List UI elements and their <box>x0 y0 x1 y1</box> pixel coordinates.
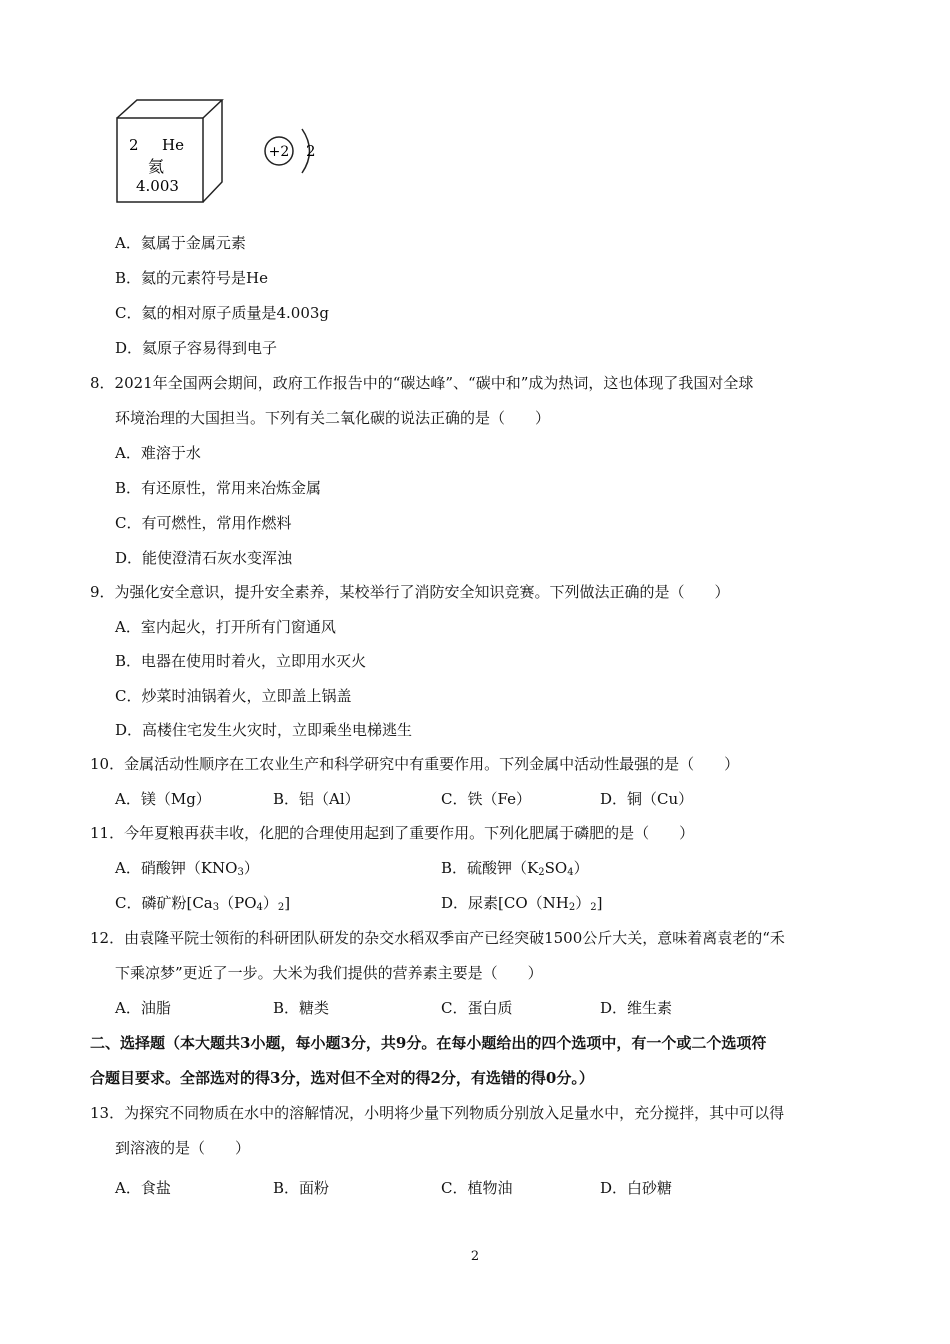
q12-option-b: B．糖类 <box>273 999 330 1017</box>
q13-option-d: D．白砂糖 <box>600 1179 673 1197</box>
q9-option-c: C．炒菜时油锅着火，立即盖上锅盖 <box>115 687 352 705</box>
q12-option-d: D．维生素 <box>600 999 673 1017</box>
q12-option-a: A．油脂 <box>115 999 171 1017</box>
element-symbol: He <box>162 136 184 154</box>
q11-option-c: C．磷矿粉$[Ca_3(PO_4)_2]$ <box>115 894 291 913</box>
q12-stem-line1: 12．由袁隆平院士领衔的科研团队研发的杂交水稻双季亩产已经突破1500公斤大关，意味着离袁老的“禾 <box>90 929 785 947</box>
helium-diagram <box>112 96 342 211</box>
helium-figure <box>112 96 342 211</box>
q13-stem-line1: 13．为探究不同物质在水中的溶解情况，小明将少量下列物质分别放入足量水中，充分搅拌，其中可以得 <box>90 1104 785 1122</box>
q10-option-b: B．铝（Al） <box>273 790 360 808</box>
q9-stem: 9．为强化安全意识，提升安全素养，某校举行了消防安全知识竞赛。下列做法正确的是（ ） <box>90 583 730 601</box>
section-heading-line2: 合题目要求。全部选对的得3分，选对但不全对的得2分，有选错的得0分。） <box>90 1069 594 1087</box>
q10-stem: 10．金属活动性顺序在工农业生产和科学研究中有重要作用。下列金属中活动性最强的是（ ） <box>90 755 740 773</box>
q8-option-c: C．有可燃性，常用作燃料 <box>115 514 292 532</box>
q12-stem-line2: 下乘凉梦”更近了一步。大米为我们提供的营养素主要是（ ） <box>115 964 543 982</box>
q13-option-a: A．食盐 <box>115 1179 171 1197</box>
section-heading-line1: 二、选择题（本大题共3小题，每小题3分，共9分。在每小题给出的四个选项中，有一个或二个选项符 <box>90 1034 767 1052</box>
q7-option-b: B．氦的元素符号是He <box>115 269 268 287</box>
q8-option-d: D．能使澄清石灰水变浑浊 <box>115 549 293 567</box>
q11-option-d: D．尿素$[CO(NH_2)_2]$ <box>441 894 603 913</box>
q10-option-d: D．铜（Cu） <box>600 790 694 808</box>
page-number: 2 <box>470 1249 480 1264</box>
q12-option-c: C．蛋白质 <box>441 999 513 1017</box>
q11-option-b: B．硫酸钾$(K_2SO_4)$ <box>441 859 589 878</box>
shell-electron-count: 2 <box>306 142 316 160</box>
q10-option-c: C．铁（Fe） <box>441 790 531 808</box>
q13-option-c: C．植物油 <box>441 1179 513 1197</box>
element-name: 氦 <box>148 157 165 176</box>
q8-stem-line1: 8．2021年全国两会期间，政府工作报告中的“碳达峰”、“碳中和”成为热词，这也体现了我国对全球 <box>90 374 754 392</box>
q8-stem-line2: 环境治理的大国担当。下列有关二氧化碳的说法正确的是（ ） <box>115 409 551 427</box>
q8-option-b: B．有还原性，常用来冶炼金属 <box>115 479 322 497</box>
atomic-mass: 4.003 <box>136 177 179 195</box>
q13-option-b: B．面粉 <box>273 1179 330 1197</box>
q13-stem-line2: 到溶液的是（ ） <box>115 1139 251 1157</box>
q10-option-a: A．镁（Mg） <box>115 790 211 808</box>
nucleus-charge: +2 <box>268 144 290 160</box>
q7-option-a: A．氦属于金属元素 <box>115 234 246 252</box>
q8-option-a: A．难溶于水 <box>115 444 201 462</box>
atomic-number: 2 <box>129 136 139 154</box>
q9-option-b: B．电器在使用时着火，立即用水灭火 <box>115 652 367 670</box>
q7-option-c: C．氦的相对原子质量是4.003g <box>115 304 330 322</box>
q11-option-a: A．硝酸钾$(KNO_3)$ <box>115 859 259 878</box>
q11-stem: 11．今年夏粮再获丰收，化肥的合理使用起到了重要作用。下列化肥属于磷肥的是（ ） <box>90 824 695 842</box>
q9-option-a: A．室内起火，打开所有门窗通风 <box>115 618 336 636</box>
q7-option-d: D．氦原子容易得到电子 <box>115 339 278 357</box>
q9-option-d: D．高楼住宅发生火灾时，立即乘坐电梯逃生 <box>115 721 413 739</box>
